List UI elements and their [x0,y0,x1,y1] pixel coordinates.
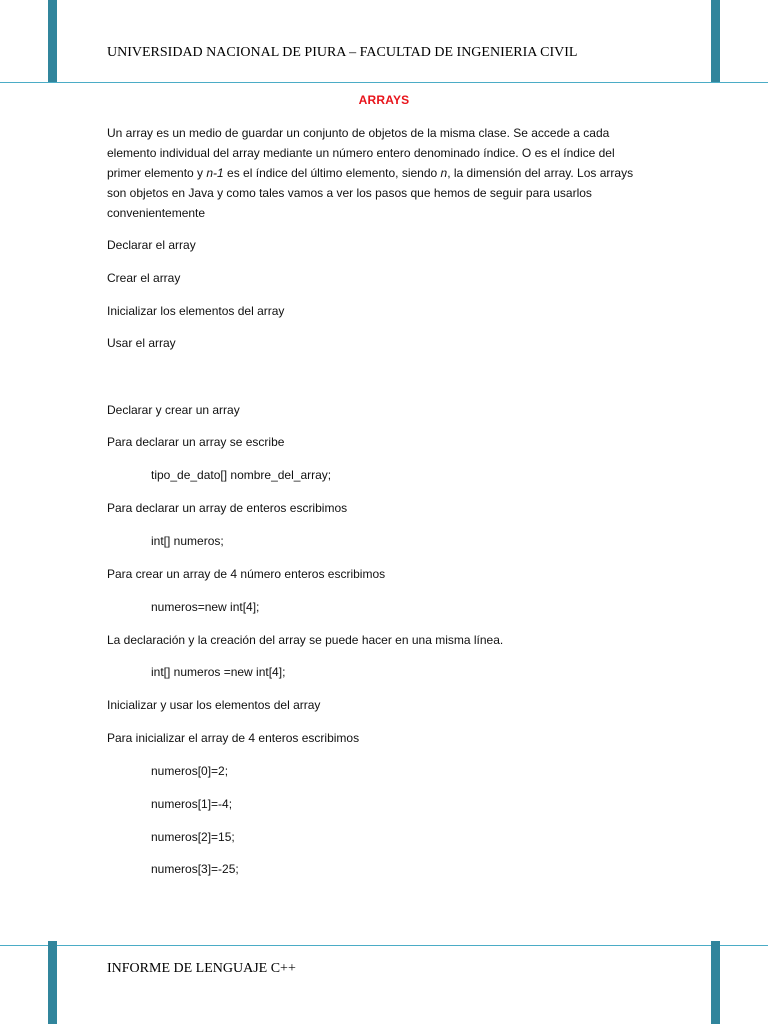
footer-bar-left [48,941,57,1024]
code-line: numeros[3]=-25; [151,862,239,876]
section-heading: Declarar y crear un array [107,403,240,417]
code-line: numeros[0]=2; [151,764,229,778]
intro-var-n: n [440,166,448,180]
footer-rule [0,945,768,946]
step-item: Crear el array [107,271,181,285]
footer-title: INFORME DE LENGUAJE C++ [107,961,296,976]
code-line: numeros=new int[4]; [151,600,260,614]
body-line: Para declarar un array de enteros escribimos [107,501,348,515]
header-bar-left [48,0,57,82]
intro-text-2: es el índice del último elemento, siendo [223,166,441,180]
header-title: UNIVERSIDAD NACIONAL DE PIURA – FACULTAD DE INGENIERIA CIVIL [107,45,578,60]
intro-text-1: Un array es un medio de guardar un conjunto de objetos de la misma clase. Se accede a cada elemento individual del array mediante un número entero denominado índice. O es el índice del primer elemento y [107,126,615,180]
code-line: int[] numeros; [151,534,224,548]
intro-var-n-minus-1: n-1 [206,166,224,180]
body-line: Para declarar un array se escribe [107,435,285,449]
code-line: int[] numeros =new int[4]; [151,665,286,679]
document-title: ARRAYS [358,93,410,107]
body-line: La declaración y la creación del array se puede hacer en una misma línea. [107,633,504,647]
footer-bar-right [711,941,720,1024]
intro-text-3: , la dimensión del array. Los arrays son objetos en Java y como tales vamos a ver los pasos que hemos de seguir para usarlos convenientemente [107,166,634,220]
code-line: tipo_de_dato[] nombre_del_array; [151,468,332,482]
code-line: numeros[1]=-4; [151,797,233,811]
header-rule [0,82,768,83]
intro-paragraph [107,123,647,223]
body-line: Para inicializar el array de 4 enteros escribimos [107,731,360,745]
code-line: numeros[2]=15; [151,830,235,844]
step-item: Declarar el array [107,238,196,252]
step-item: Inicializar los elementos del array [107,304,285,318]
step-item: Usar el array [107,336,176,350]
section-heading: Inicializar y usar los elementos del array [107,698,321,712]
header-bar-right [711,0,720,82]
body-line: Para crear un array de 4 número enteros escribimos [107,567,386,581]
